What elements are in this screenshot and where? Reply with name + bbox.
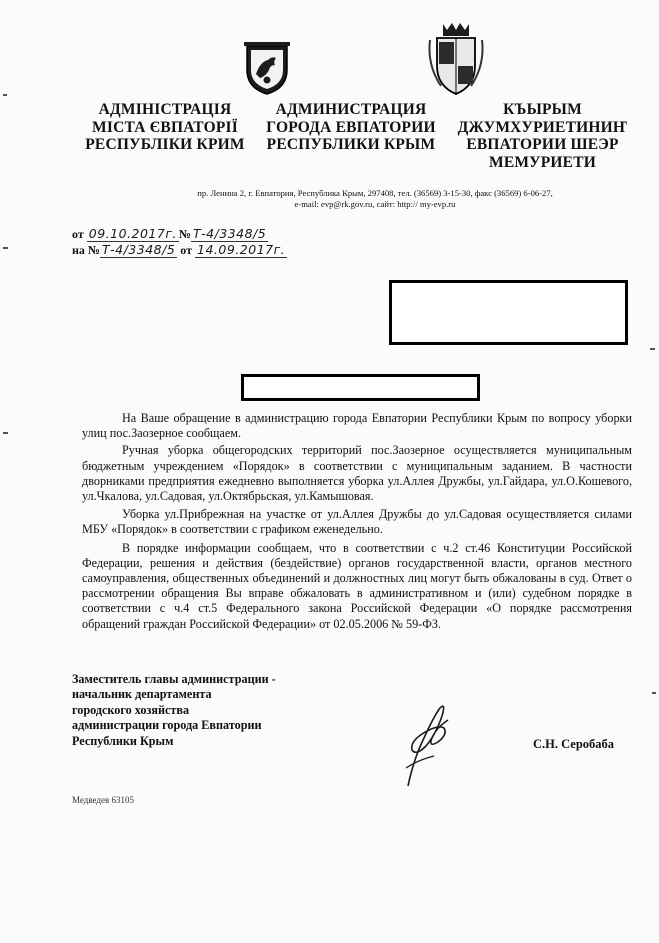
body-paragraph: Ручная уборка общегородских территорий пос.Заозерное осуществляется муниципальным бюджетным учреждением «Порядок» в соответствии с муниципальным заданием. В частности дворниками предприятия ежедневно выполняется уборка ул.Аллея Дружбы, ул.Гайдара, ул.О.Кошевого, ул.Чкалова, ул.Садовая, ул.Октябрьская, ул.Камышовая.: [82, 443, 632, 504]
body-paragraph: В порядке информации сообщаем, что в соответствии с ч.2 ст.46 Конституции Российской Федерации, решения и действия (бездействие) органов государственной власти, органов местного самоуправления, общественных объединений и должностных лиц могут быть обжалованы в суд. Ответ о рассмотрении обращения Вы вправе обжаловать в административном и (или) судебном порядке в соответствии с ч.4 ст.5 Федерального закона Российской Федерации «О порядке рассмотрения обращений граждан Российской Федерации» от 02.05.2006 № 59-ФЗ.: [82, 540, 632, 631]
header-line: КЪЫРЫМ: [503, 101, 582, 118]
header-line: ЕВПАТОРИИ ШЕЭР: [466, 136, 619, 153]
signatory-name: С.Н. Серобаба: [533, 737, 615, 751]
header-line: РЕСПУБЛИКИ КРЫМ: [266, 136, 436, 153]
header-line: МІСТА ЄВПАТОРІЇ: [92, 118, 238, 136]
incoming-reference: [72, 242, 287, 258]
position-line: начальник департамента: [72, 687, 212, 702]
crimea-coat-of-arms-icon: [242, 40, 292, 96]
position-line: администрации города Евпатории: [72, 718, 262, 733]
header-line: АДМІНІСТРАЦІЯ: [98, 101, 232, 118]
ref-label: от: [180, 243, 193, 257]
letter-body: [82, 411, 632, 632]
redacted-salutation: [241, 374, 480, 401]
scan-artifact: [650, 348, 655, 350]
header-line: МЕМУРИЕТИ: [488, 153, 597, 171]
ref-label: от: [72, 227, 84, 241]
signatory-position: [72, 672, 276, 749]
header-crimean-tatar: [440, 101, 645, 171]
position-line: Заместитель главы администрации -: [72, 672, 276, 686]
scan-artifact: [3, 432, 8, 434]
evpatoria-coat-of-arms-icon: [427, 20, 485, 100]
body-paragraph: На Ваше обращение в администрацию города Евпатории Республики Крым по вопросу уборки улиц пос.Заозерное сообщаем.: [82, 411, 632, 441]
redacted-addressee: [389, 280, 628, 345]
body-paragraph: Уборка ул.Прибрежная на участке от ул.Аллея Дружбы до ул.Садовая осуществляется силами МБУ «Порядок» в соответствии с графиком еженедельно.: [82, 507, 632, 537]
header-line: РЕСПУБЛІКИ КРИМ: [85, 136, 245, 153]
ref-label: на №: [72, 243, 100, 257]
incoming-date: 14.09.2017г.: [197, 242, 286, 257]
position-line: Республики Крым: [72, 733, 174, 748]
executor-note: Медведев 63105: [72, 795, 134, 805]
header-line: ДЖУМХУРИЕТИНИҤ: [457, 118, 628, 136]
scan-artifact: [3, 247, 8, 249]
ref-label: №: [178, 227, 191, 241]
header-ukrainian: [70, 101, 260, 154]
scan-artifact: [652, 692, 656, 694]
incoming-number: Т-4/3348/5: [101, 242, 176, 257]
position-line: городского хозяйства: [72, 702, 190, 717]
header-line: ГОРОДА ЕВПАТОРИИ: [266, 118, 436, 136]
outgoing-reference: [72, 226, 268, 242]
outgoing-number: Т-4/3348/5: [192, 226, 267, 241]
outgoing-date: 09.10.2017г.: [88, 226, 177, 241]
scan-artifact: [3, 94, 7, 96]
contacts-line-1: пр. Ленина 2, г. Евпатория, Республика Крым, 297408, тел. (36569) 3-15-30, факс (36569) 6-06-27,: [197, 188, 553, 198]
header-russian: [256, 101, 446, 154]
contacts-line-2: e-mail: evp@rk.gov.ru, сайт: http:// my-evp.ru: [294, 199, 456, 209]
header-line: АДМИНИСТРАЦИЯ: [275, 101, 427, 118]
handwritten-signature-icon: [388, 698, 458, 790]
